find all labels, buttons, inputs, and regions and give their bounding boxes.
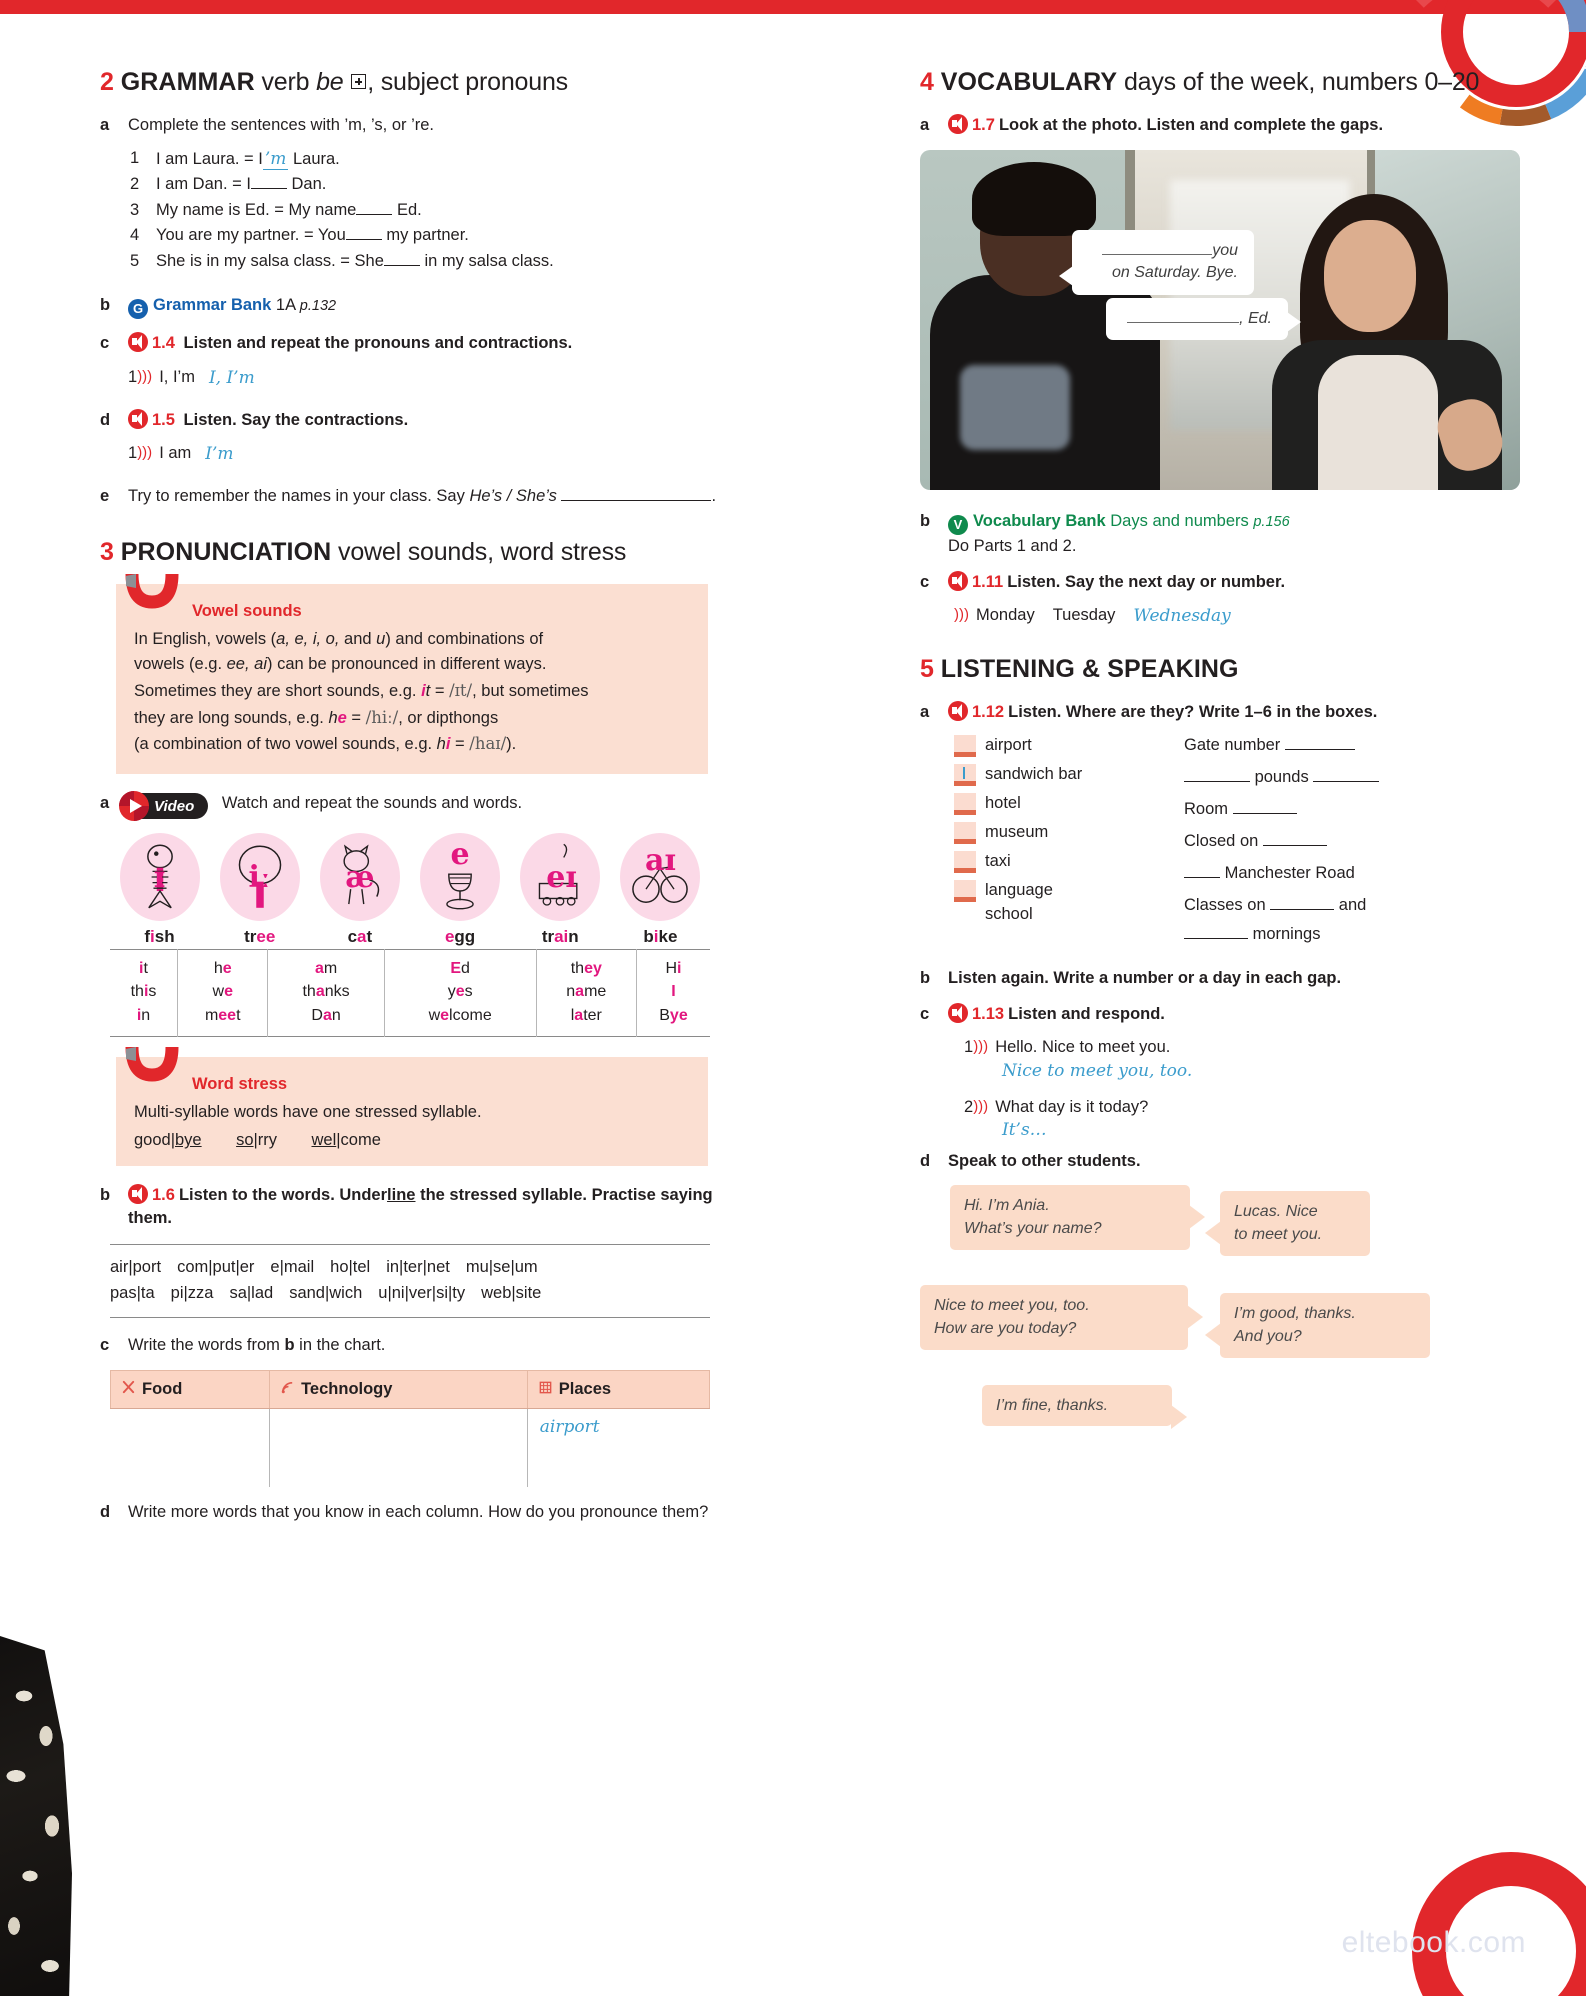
exercise-tag: a (920, 702, 930, 721)
audio-track-number: 1.5 (152, 410, 175, 429)
place-label: sandwich bar (985, 764, 1083, 783)
syllable-word-list (110, 1244, 710, 1318)
answer-handwritten: Wednesday (1133, 605, 1231, 626)
exercise-pronunciation-d (100, 1501, 720, 1524)
speech-bubble: Lucas. Nice to meet you. (1220, 1191, 1370, 1255)
phonetic-symbol: eɪ (546, 859, 577, 895)
item-number: 2 (130, 175, 140, 194)
vowel-cell (611, 833, 710, 947)
vocabulary-bank-topic: Days and numbers (1110, 511, 1249, 530)
vowel-cell (310, 833, 409, 947)
grammar-subtitle-b: , subject pronouns (367, 68, 568, 96)
exercise-tag: a (100, 793, 110, 812)
cell-answer: airport (539, 1417, 600, 1438)
audio-track-number: 1.7 (972, 115, 995, 134)
table-header-row (111, 1371, 710, 1409)
exercise-instruction: Try to remember the names in your class. Say (128, 487, 470, 506)
phonetic-symbol: e (450, 837, 470, 873)
exercise-instruction: Listen. Say the contractions. (183, 410, 409, 429)
exercise-tag: d (920, 1152, 931, 1171)
item-text: You are my partner. = You my partner. (156, 226, 469, 245)
vowel-cell (411, 833, 510, 947)
photo-man-hair (972, 162, 1096, 236)
speaker-icon: ))) (973, 1097, 989, 1115)
grammar-bank-page[interactable]: p.132 (299, 298, 337, 315)
exercise-tag: b (100, 1186, 111, 1205)
column-label: Technology (301, 1380, 393, 1399)
vowel-word: cat (347, 927, 373, 947)
exercise-tag: a (100, 115, 110, 134)
list-item (954, 849, 1184, 873)
syllable-word: web|site (481, 1284, 542, 1303)
signal-icon (280, 1380, 295, 1395)
note-row: pounds (1184, 765, 1520, 792)
speaker-icon: ))) (137, 367, 153, 385)
day-prompt: Monday (976, 605, 1035, 624)
audio-icon[interactable] (948, 114, 968, 134)
tip-body: Multi-syllable words have one stressed syllable. (134, 1102, 482, 1121)
column-label: Food (142, 1380, 183, 1399)
grammar-bank-link[interactable]: Grammar Bank (153, 296, 272, 315)
vocabulary-subtitle: days of the week, numbers 0–20 (1123, 68, 1480, 96)
item-text: I am Laura. = I ’m Laura. (156, 148, 340, 169)
exercise-instruction-italic: He’s / She’s (469, 487, 557, 506)
vowel-word: bike (643, 927, 678, 947)
list-item (954, 733, 1184, 757)
list-item (130, 146, 720, 173)
audio-track-number: 1.11 (972, 572, 1004, 591)
vowel-word: fish (144, 927, 175, 947)
answer-blank[interactable] (1270, 909, 1334, 910)
exercise-grammar-c (100, 332, 720, 355)
vowel-cell (110, 833, 209, 947)
syllable-word: e|mail (270, 1257, 315, 1276)
answer-blank[interactable] (1313, 781, 1379, 782)
vocabulary-bank-badge-icon: V (948, 515, 968, 535)
listening-c-dialogue-1 (962, 1035, 1520, 1081)
syllable-word: sa|lad (229, 1284, 274, 1303)
speaker-icon: ))) (973, 1038, 989, 1056)
smile-icon (122, 572, 184, 616)
item-number: 1 (964, 1038, 974, 1057)
phonetic-symbol: æ (345, 859, 375, 895)
word-row (110, 1280, 710, 1307)
cat-icon (320, 833, 400, 921)
building-icon (538, 1380, 553, 1395)
answer-blank[interactable] (561, 500, 711, 501)
column-header-food (111, 1371, 270, 1409)
answer-box[interactable] (954, 822, 976, 844)
vowel-word: egg (444, 927, 476, 947)
syllable-word: in|ter|net (386, 1257, 450, 1276)
answer-blank[interactable] (356, 214, 392, 215)
vocabulary-section-number: 4 (920, 68, 934, 96)
item-text: My name is Ed. = My name Ed. (156, 200, 422, 219)
pronunciation-section-number: 3 (100, 538, 114, 567)
vocabulary-bank-instruction: Do Parts 1 and 2. (948, 536, 1077, 555)
exercise-tag: b (920, 511, 931, 530)
table-cell: Hi I Bye (636, 950, 710, 1037)
grammar-c-example (128, 365, 720, 391)
train-icon (520, 833, 600, 921)
bike-icon (620, 833, 700, 921)
answer-box[interactable] (954, 851, 976, 873)
vowel-sound-icons (110, 833, 710, 947)
speech-bubble-man (1072, 230, 1254, 295)
syllable-word: sand|wich (289, 1284, 363, 1303)
audio-track-number: 1.6 (152, 1186, 175, 1205)
listening-heading (920, 655, 1520, 685)
exercise-instruction: Listen and repeat the pronouns and contractions. (183, 334, 573, 353)
vocabulary-bank-link[interactable]: Vocabulary Bank (973, 511, 1106, 530)
item-number: 2 (964, 1097, 974, 1116)
exercise-listening-a (920, 701, 1520, 724)
vocabulary-section-label: VOCABULARY (940, 68, 1118, 96)
grammar-a-items (128, 146, 720, 275)
place-label: language school (985, 881, 1053, 924)
speaker-icon: ))) (137, 443, 153, 461)
answer-box[interactable] (954, 735, 976, 757)
speaker-icon: ))) (954, 605, 969, 623)
answer-blank[interactable] (1184, 781, 1250, 782)
answer-blank[interactable] (1102, 254, 1212, 255)
stress-word: good|bye (134, 1131, 202, 1150)
item-number: 5 (130, 251, 140, 270)
word-stress-tip-box (116, 1057, 708, 1167)
audio-icon[interactable] (948, 571, 968, 591)
exercise-pronunciation-a (100, 792, 720, 820)
vocabulary-bank-page[interactable]: p.156 (1253, 513, 1290, 530)
exercise-tag: c (920, 572, 930, 591)
syllable-word: u|ni|ver|si|ty (378, 1284, 466, 1303)
tree-icon (220, 833, 300, 921)
place-label: taxi (985, 852, 1011, 871)
grammar-d-example (128, 441, 720, 467)
item-text: I am Dan. = I Dan. (156, 175, 327, 194)
lesson-photo (920, 150, 1520, 490)
pronunciation-subtitle: vowel sounds, word stress (338, 538, 627, 567)
bubble-text: , Ed. (1239, 309, 1272, 327)
exercise-grammar-a (100, 114, 720, 137)
answer-box[interactable] (954, 793, 976, 815)
photo-woman-face (1324, 220, 1416, 332)
decorative-photo-scrap (0, 1636, 72, 1996)
listening-answer-grid (954, 733, 1520, 951)
answer-handwritten[interactable]: ’m (264, 148, 287, 169)
grammar-section-number: 2 (100, 68, 114, 96)
syllable-word: mu|se|um (465, 1257, 538, 1276)
item-number: 1 (128, 367, 138, 386)
exercise-tag: a (920, 115, 930, 134)
grammar-subtitle-a: verb (261, 68, 317, 96)
exercise-tag: e (100, 487, 110, 506)
bubble-text: on Saturday. Bye. (1112, 264, 1238, 282)
exercise-vocabulary-c (920, 571, 1520, 594)
exercise-instruction: Listen and respond. (1008, 1004, 1165, 1023)
speech-bubble: Nice to meet you, too. How are you today? (920, 1285, 1188, 1349)
audio-icon[interactable] (128, 332, 148, 352)
exercise-tag: d (100, 410, 111, 429)
exercise-tag: c (100, 1335, 110, 1354)
answer-blank[interactable] (1184, 938, 1248, 939)
pronunciation-section-label: PRONUNCIATION (120, 538, 332, 567)
exercise-instruction: Listen. Say the next day or number. (1007, 572, 1286, 591)
note-row: Manchester Road (1184, 861, 1520, 888)
grammar-section-label: GRAMMAR (120, 68, 255, 96)
dialogue-line (964, 1035, 1520, 1061)
table-cell: he we meet (178, 950, 268, 1037)
chart-cell-food[interactable] (111, 1409, 270, 1487)
item-number: 4 (130, 226, 140, 245)
speech-bubble: Hi. I’m Ania. What’s your name? (950, 1185, 1190, 1249)
watermark: eltebook.com (1341, 1926, 1526, 1959)
grammar-bank-unit: 1A (275, 296, 296, 315)
speaking-dialogue-bubbles (920, 1185, 1520, 1415)
pronunciation-heading (100, 538, 720, 568)
vowel-sounds-tip-box (116, 584, 708, 774)
table-cell: they name later (536, 950, 636, 1037)
fish-icon (120, 833, 200, 921)
photo-woman-top (1318, 355, 1438, 490)
listening-c-dialogue-2 (962, 1095, 1520, 1141)
word-row (110, 1254, 710, 1281)
list-item (954, 878, 1184, 926)
place-label: airport (985, 735, 1032, 754)
exercise-pronunciation-c: c Write the words from b in the chart. (100, 1334, 720, 1357)
play-icon (118, 790, 150, 822)
note-row: Gate number (1184, 733, 1520, 760)
list-item (954, 762, 1184, 786)
column-label: Places (558, 1380, 612, 1399)
answer-blank[interactable] (1184, 877, 1220, 878)
exercise-instruction: Listen again. Write a number or a day in each gap. (948, 968, 1342, 987)
exercise-tag: c (100, 334, 110, 353)
grammar-heading (100, 68, 720, 98)
phonetic-symbol: ɪ (153, 859, 166, 895)
day-prompt: Tuesday (1052, 605, 1116, 624)
list-item (954, 791, 1184, 815)
cutlery-icon (121, 1380, 136, 1395)
answer-blank[interactable] (384, 265, 420, 266)
exercise-vocabulary-a (920, 114, 1520, 137)
audio-icon[interactable] (128, 1184, 148, 1204)
syllable-word: pas|ta (110, 1284, 155, 1303)
answer-box[interactable] (954, 764, 976, 786)
answer-handwritten: It’s… (1002, 1120, 1047, 1141)
vowel-word: train (541, 927, 579, 947)
bubble-text: you (1212, 241, 1238, 259)
place-label: hotel (985, 793, 1021, 812)
table-row (110, 950, 710, 1037)
list-item (130, 198, 720, 224)
chart-cell-technology[interactable] (270, 1409, 528, 1487)
answer-blank[interactable] (1285, 749, 1355, 750)
list-item (130, 223, 720, 249)
exercise-tag: b (100, 296, 111, 315)
answer-box[interactable] (954, 880, 976, 902)
answer-blank[interactable] (1127, 322, 1239, 323)
top-red-bar (0, 0, 1586, 14)
places-list (954, 733, 1184, 951)
table-row (111, 1409, 710, 1487)
grammar-bank-badge-icon: G (128, 299, 148, 319)
syllable-word: air|port (110, 1257, 162, 1276)
stress-word: wel|come (311, 1131, 381, 1150)
exercise-pronunciation-b: b 1.6 Listen to the words. Underline the stressed syllable. Practise saying them. (100, 1184, 720, 1230)
exercise-tag: d (100, 1502, 111, 1521)
table-cell: Ed yes welcome (384, 950, 536, 1037)
answer-blank[interactable] (346, 239, 382, 240)
video-button[interactable] (128, 793, 208, 819)
exercise-instruction: Look at the photo. Listen and complete the gaps. (998, 115, 1384, 134)
vowel-word-table (110, 949, 710, 1037)
prompt-text: What day is it today? (995, 1097, 1149, 1116)
exercise-listening-c (920, 1003, 1520, 1026)
vocabulary-heading (920, 68, 1520, 98)
answer-blank[interactable] (1263, 845, 1327, 846)
speech-bubble: I’m good, thanks. And you? (1220, 1293, 1430, 1357)
plus-box-icon (351, 74, 366, 89)
list-item (130, 249, 720, 275)
phonetic-symbol: aɪ (645, 843, 676, 879)
exercise-tag: b (920, 968, 931, 987)
item-number: 3 (130, 200, 140, 219)
listening-section-label: LISTENING & SPEAKING (940, 655, 1239, 684)
vowel-cell (210, 833, 309, 947)
exercise-listening-b (920, 967, 1520, 990)
column-header-places (527, 1371, 709, 1409)
exercise-instruction: Listen. Where are they? Write 1–6 in the boxes. (1008, 702, 1378, 721)
tip-title: Vowel sounds (192, 601, 302, 620)
item-number: 1 (128, 443, 138, 462)
note-row: Classes on and (1184, 895, 1367, 914)
video-button-label: Video (154, 797, 195, 815)
vowel-cell (511, 833, 610, 947)
item-number: 1 (130, 148, 140, 167)
list-item (130, 172, 720, 198)
exercise-instruction: Speak to other students. (948, 1152, 1141, 1171)
tip-body: In English, vowels (a, e, i, o, and u) and combinations of vowels (e.g. ee, ai) can be pronounced in different ways. Sometimes they are short sounds, e.g. it = /ɪt/, but sometimes they are long sounds, e.g. he = /hiː/, or dipthongs (a combination of two vowel sounds, e.g. hi = /haɪ/). (134, 629, 589, 754)
audio-icon[interactable] (128, 409, 148, 429)
answer-handwritten: I, I’m (208, 367, 255, 388)
exercise-listening-d (920, 1150, 1520, 1173)
table-cell: am thanks Dan (268, 950, 384, 1037)
exercise-grammar-d (100, 409, 720, 432)
smile-icon (122, 1045, 184, 1089)
audio-track-number: 1.13 (972, 1004, 1005, 1023)
vowel-word: tree (244, 927, 276, 947)
speech-bubble: I’m fine, thanks. (982, 1385, 1172, 1426)
answer-blank[interactable] (251, 188, 287, 189)
audio-icon[interactable] (948, 701, 968, 721)
dialogue-line (964, 1095, 1520, 1121)
listening-section-number: 5 (920, 655, 934, 684)
grammar-subtitle-be: be (316, 68, 344, 96)
stress-examples (134, 1131, 690, 1150)
page-number: 9 (1520, 1954, 1530, 1973)
prompt-text: I, I’m (159, 367, 195, 386)
egg-icon (420, 833, 500, 921)
syllable-word: com|put|er (177, 1257, 255, 1276)
exercise-grammar-b[interactable] (100, 294, 720, 319)
audio-icon[interactable] (948, 1003, 968, 1023)
left-column (100, 68, 720, 1537)
exercise-instruction: Complete the sentences with ’m, ’s, or ’re. (128, 115, 434, 134)
stress-word: so|rry (236, 1131, 278, 1150)
word-category-chart (110, 1370, 710, 1487)
item-text: She is in my salsa class. = She in my salsa class. (156, 251, 554, 270)
table-cell: it this in (110, 950, 178, 1037)
chart-cell-places[interactable] (527, 1409, 709, 1487)
answer-handwritten: I’m (205, 443, 234, 464)
syllable-word: pi|zza (170, 1284, 214, 1303)
exercise-tag: c (920, 1004, 930, 1023)
answer-blank[interactable] (1233, 813, 1297, 814)
page-number-arc (1396, 1836, 1586, 1996)
audio-track-number: 1.12 (972, 702, 1005, 721)
prompt-text: Hello. Nice to meet you. (995, 1038, 1171, 1057)
tip-title: Word stress (192, 1074, 288, 1093)
note-row: Room (1184, 797, 1520, 824)
place-label: museum (985, 822, 1049, 841)
notes-list (1184, 733, 1520, 951)
exercise-vocabulary-b[interactable] (920, 510, 1520, 558)
exercise-instruction: Watch and repeat the sounds and words. (221, 793, 523, 812)
list-item (954, 820, 1184, 844)
note-row: mornings (1184, 922, 1520, 946)
audio-track-number: 1.4 (152, 334, 175, 353)
phonetic-symbol: iː (248, 859, 271, 895)
photo-tshirt-print (960, 365, 1070, 450)
column-header-technology (270, 1371, 528, 1409)
note-row: Closed on (1184, 829, 1520, 856)
speech-bubble-woman (1106, 298, 1288, 341)
prompt-text: I am (159, 443, 192, 462)
answer-handwritten: Nice to meet you, too. (1002, 1060, 1193, 1081)
right-column (920, 68, 1520, 1415)
exercise-grammar-e: e Try to remember the names in your class. Say He’s / She’s . (100, 485, 720, 508)
exercise-instruction: Write more words that you know in each column. How do you pronounce them? (128, 1502, 709, 1521)
syllable-word: ho|tel (330, 1257, 371, 1276)
vocabulary-c-example (954, 603, 1520, 629)
